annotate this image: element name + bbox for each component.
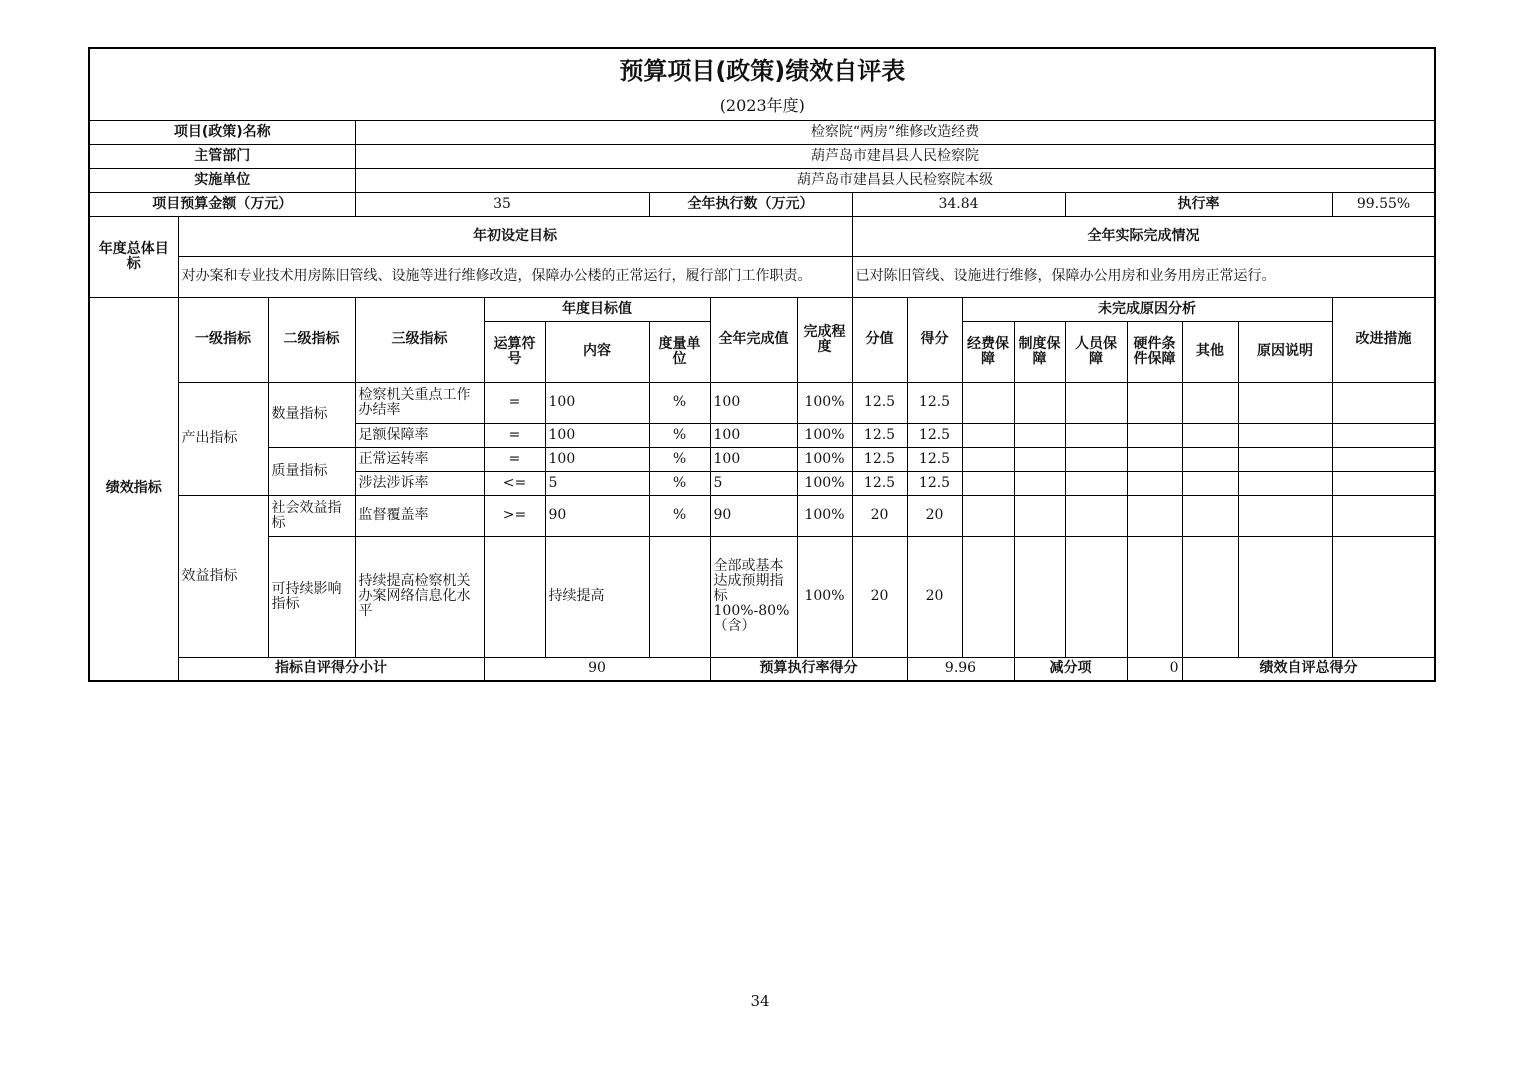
empty-cell bbox=[1182, 447, 1238, 471]
empty-cell bbox=[1332, 471, 1435, 495]
empty-cell bbox=[962, 423, 1014, 447]
department-label: 主管部门 bbox=[89, 144, 355, 168]
score-value-header: 分值 bbox=[852, 297, 907, 382]
indicator-actual: 5 bbox=[710, 471, 797, 495]
empty-cell bbox=[962, 471, 1014, 495]
empty-cell bbox=[1182, 382, 1238, 423]
indicator-name: 涉法涉诉率 bbox=[355, 471, 484, 495]
personnel-header: 人员保障 bbox=[1065, 321, 1127, 382]
page-number: 34 bbox=[750, 992, 770, 1010]
indicator-score: 12.5 bbox=[907, 471, 962, 495]
empty-cell bbox=[1014, 423, 1065, 447]
indicator-degree: 100% bbox=[797, 382, 852, 423]
empty-cell bbox=[1127, 423, 1182, 447]
indicator-weight: 20 bbox=[852, 536, 907, 657]
actual-completion-text: 已对陈旧管线、设施进行维修，保障办公用房和业务用房正常运行。 bbox=[852, 256, 1435, 297]
empty-cell bbox=[1332, 447, 1435, 471]
incomplete-analysis-header: 未完成原因分析 bbox=[962, 297, 1332, 321]
indicator-name: 足额保障率 bbox=[355, 423, 484, 447]
completion-degree-header: 完成程度 bbox=[797, 297, 852, 382]
implementing-unit-label: 实施单位 bbox=[89, 168, 355, 192]
page-title: 预算项目(政策)绩效自评表 bbox=[619, 57, 906, 86]
indicator-operator: <= bbox=[484, 471, 545, 495]
other-header: 其他 bbox=[1182, 321, 1238, 382]
indicator-operator: = bbox=[484, 423, 545, 447]
empty-cell bbox=[1014, 495, 1065, 536]
hardware-header: 硬件条件保障 bbox=[1127, 321, 1182, 382]
deduction-value: 0 bbox=[1127, 657, 1182, 681]
empty-cell bbox=[1238, 471, 1332, 495]
indicator-score: 20 bbox=[907, 536, 962, 657]
empty-cell bbox=[1065, 536, 1127, 657]
initial-goal-label: 年初设定目标 bbox=[178, 216, 852, 256]
empty-cell bbox=[1065, 495, 1127, 536]
indicator-score: 12.5 bbox=[907, 423, 962, 447]
indicator-weight: 12.5 bbox=[852, 471, 907, 495]
empty-cell bbox=[962, 382, 1014, 423]
improvement-header: 改进措施 bbox=[1332, 297, 1435, 382]
empty-cell bbox=[1332, 495, 1435, 536]
deduction-label: 减分项 bbox=[1014, 657, 1127, 681]
indicator-operator: >= bbox=[484, 495, 545, 536]
reason-header: 原因说明 bbox=[1238, 321, 1332, 382]
indicator-actual: 全部或基本达成预期指标100%-80%（含） bbox=[710, 536, 797, 657]
indicator-name: 检察机关重点工作办结率 bbox=[355, 382, 484, 423]
empty-cell bbox=[1127, 382, 1182, 423]
department-value: 葫芦岛市建昌县人民检察院 bbox=[355, 144, 1435, 168]
indicator-unit: % bbox=[649, 447, 710, 471]
empty-cell bbox=[1238, 495, 1332, 536]
empty-cell bbox=[1238, 447, 1332, 471]
empty-cell bbox=[1332, 423, 1435, 447]
operator-header: 运算符号 bbox=[484, 321, 545, 382]
indicator-actual: 100 bbox=[710, 382, 797, 423]
indicator-actual: 90 bbox=[710, 495, 797, 536]
indicator-weight: 12.5 bbox=[852, 447, 907, 471]
benefit-indicator-group: 效益指标 bbox=[178, 495, 268, 657]
annual-execution-value: 34.84 bbox=[852, 192, 1065, 216]
empty-cell bbox=[1065, 423, 1127, 447]
indicator-content: 100 bbox=[545, 447, 649, 471]
funding-header: 经费保障 bbox=[962, 321, 1014, 382]
empty-cell bbox=[962, 495, 1014, 536]
execution-rate-label: 执行率 bbox=[1065, 192, 1332, 216]
annual-execution-label: 全年执行数（万元） bbox=[649, 192, 852, 216]
empty-cell bbox=[1127, 471, 1182, 495]
project-name-label: 项目(政策)名称 bbox=[89, 120, 355, 144]
budget-amount-label: 项目预算金额（万元） bbox=[89, 192, 355, 216]
indicator-actual: 100 bbox=[710, 423, 797, 447]
empty-cell bbox=[1065, 471, 1127, 495]
empty-cell bbox=[1127, 447, 1182, 471]
social-indicator-group: 社会效益指标 bbox=[268, 495, 355, 536]
empty-cell bbox=[1014, 471, 1065, 495]
empty-cell bbox=[1065, 382, 1127, 423]
total-score-label: 绩效自评总得分 bbox=[1182, 657, 1435, 681]
execution-rate-value: 99.55% bbox=[1332, 192, 1435, 216]
empty-cell bbox=[962, 536, 1014, 657]
indicator-degree: 100% bbox=[797, 447, 852, 471]
subtotal-label: 指标自评得分小计 bbox=[178, 657, 484, 681]
unit-header: 度量单位 bbox=[649, 321, 710, 382]
indicator-unit: % bbox=[649, 495, 710, 536]
empty-cell bbox=[1014, 382, 1065, 423]
annual-target-header: 年度目标值 bbox=[484, 297, 710, 321]
indicator-actual: 100 bbox=[710, 447, 797, 471]
system-header: 制度保障 bbox=[1014, 321, 1065, 382]
indicator-content: 100 bbox=[545, 423, 649, 447]
output-indicator-group: 产出指标 bbox=[178, 382, 268, 495]
implementing-unit-value: 葫芦岛市建昌县人民检察院本级 bbox=[355, 168, 1435, 192]
budget-score-label: 预算执行率得分 bbox=[710, 657, 907, 681]
empty-cell bbox=[1065, 447, 1127, 471]
empty-cell bbox=[1014, 536, 1065, 657]
score-header: 得分 bbox=[907, 297, 962, 382]
actual-completion-label: 全年实际完成情况 bbox=[852, 216, 1435, 256]
empty-cell bbox=[1332, 382, 1435, 423]
indicator-content: 100 bbox=[545, 382, 649, 423]
budget-score-value: 9.96 bbox=[907, 657, 1014, 681]
content-header: 内容 bbox=[545, 321, 649, 382]
indicator-degree: 100% bbox=[797, 423, 852, 447]
empty-cell bbox=[962, 447, 1014, 471]
level1-header: 一级指标 bbox=[178, 297, 268, 382]
indicator-weight: 12.5 bbox=[852, 382, 907, 423]
indicator-name: 监督覆盖率 bbox=[355, 495, 484, 536]
performance-indicators-label: 绩效指标 bbox=[89, 297, 178, 681]
annual-goal-label: 年度总体目标 bbox=[89, 216, 178, 297]
indicator-weight: 20 bbox=[852, 495, 907, 536]
indicator-operator: = bbox=[484, 382, 545, 423]
empty-cell bbox=[1332, 536, 1435, 657]
empty-cell bbox=[1238, 423, 1332, 447]
indicator-degree: 100% bbox=[797, 536, 852, 657]
indicator-unit: % bbox=[649, 423, 710, 447]
empty-cell bbox=[1182, 536, 1238, 657]
indicator-weight: 12.5 bbox=[852, 423, 907, 447]
project-name-value: 检察院“两房”维修改造经费 bbox=[355, 120, 1435, 144]
indicator-unit: % bbox=[649, 471, 710, 495]
title-cell bbox=[89, 48, 1435, 120]
indicator-operator bbox=[484, 536, 545, 657]
indicator-unit bbox=[649, 536, 710, 657]
empty-cell bbox=[1182, 423, 1238, 447]
indicator-content: 5 bbox=[545, 471, 649, 495]
level3-header: 三级指标 bbox=[355, 297, 484, 382]
empty-cell bbox=[1238, 382, 1332, 423]
indicator-degree: 100% bbox=[797, 471, 852, 495]
indicator-content: 持续提高 bbox=[545, 536, 649, 657]
initial-goal-text: 对办案和专业技术用房陈旧管线、设施等进行维修改造，保障办公楼的正常运行，履行部门工作职责。 bbox=[178, 256, 852, 297]
indicator-score: 20 bbox=[907, 495, 962, 536]
indicator-score: 12.5 bbox=[907, 447, 962, 471]
sustainable-indicator-group: 可持续影响指标 bbox=[268, 536, 355, 657]
indicator-name: 持续提高检察机关办案网络信息化水平 bbox=[355, 536, 484, 657]
indicator-name: 正常运转率 bbox=[355, 447, 484, 471]
report-year: (2023年度) bbox=[719, 96, 805, 116]
empty-cell bbox=[1182, 495, 1238, 536]
subtotal-value: 90 bbox=[484, 657, 710, 681]
performance-evaluation-table bbox=[88, 47, 1436, 682]
empty-cell bbox=[1182, 471, 1238, 495]
quality-indicator-group: 质量指标 bbox=[268, 447, 355, 495]
quantity-indicator-group: 数量指标 bbox=[268, 382, 355, 447]
indicator-operator: = bbox=[484, 447, 545, 471]
empty-cell bbox=[1014, 447, 1065, 471]
annual-completion-header: 全年完成值 bbox=[710, 297, 797, 382]
level2-header: 二级指标 bbox=[268, 297, 355, 382]
indicator-content: 90 bbox=[545, 495, 649, 536]
budget-amount-value: 35 bbox=[355, 192, 649, 216]
empty-cell bbox=[1127, 536, 1182, 657]
indicator-degree: 100% bbox=[797, 495, 852, 536]
empty-cell bbox=[1127, 495, 1182, 536]
empty-cell bbox=[1238, 536, 1332, 657]
indicator-unit: % bbox=[649, 382, 710, 423]
indicator-score: 12.5 bbox=[907, 382, 962, 423]
